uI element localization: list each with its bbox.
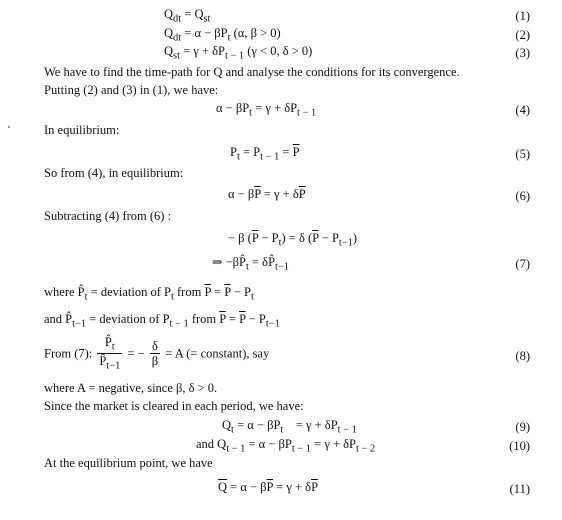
paragraph-at-equilibrium: At the equilibrium point, we have <box>44 456 213 470</box>
equation-number-3: (3) <box>515 46 530 60</box>
equation-8: From (7): $\frac{P̂_t}{P̂_{t-1}}$ = − $\frac{\delta}{\beta}$ = A (= constant), say <box>44 335 270 372</box>
paragraph-subtracting: Subtracting (4) from (6) : <box>44 209 172 223</box>
paragraph-since: Since the market is cleared in each period, we have: <box>44 399 304 413</box>
equation-number-10: (10) <box>509 439 530 453</box>
equation-1: $Q_{dt} = Q_{st}$ <box>164 7 211 25</box>
equation-number-11: (11) <box>509 482 530 496</box>
equation-7: ⇒ $-\beta P̂_t$ = $\delta P̂_{t-1}$ <box>212 255 289 273</box>
equation-number-8: (8) <box>515 349 530 363</box>
equation-11: $\overline{Q} = \alpha - \beta\overline{P} = \gamma + \delta\overline{P}$ <box>218 480 319 494</box>
equation-3: $Q_{st} = \gamma + \delta P_{t - 1}$ (γ < 0, δ > 0) <box>164 44 313 62</box>
equation-number-4: (4) <box>515 103 530 117</box>
definition-pt-hat: where $P̂_t$ = deviation of $P_t$ from $\overline{P} = \overline{P} - P_t$ <box>44 285 254 303</box>
paragraph-intro: We have to find the time-path for Q and analyse the conditions for its convergence. <box>44 65 460 79</box>
equation-2: $Q_{dt} = \alpha - \beta P_t$ (α, β > 0) <box>164 26 281 44</box>
equation-number-9: (9) <box>515 420 530 434</box>
equation-4: $\alpha - \beta P_t = \gamma + \delta P_{t - 1}$ <box>216 101 317 119</box>
equation-number-6: (6) <box>515 189 530 203</box>
equation-number-7: (7) <box>515 257 530 271</box>
ratio-delta-beta: $\frac{\delta}{\beta}$ <box>151 339 159 369</box>
equation-10: and $Q_{t - 1} = \alpha - \beta P_{t - 1} = \gamma + \delta P_{t - 2}$ <box>196 437 376 455</box>
equation-number-1: (1) <box>515 9 530 23</box>
equation-7a: − β $(\overline{P} - P_t) = \delta$ $(\overline{P} - P_{t-1})$ <box>228 231 358 249</box>
paragraph-where-a: where A = negative, since β, δ > 0. <box>44 381 218 395</box>
equation-5: $P_t = P_{t - 1} = \overline{P}$ <box>230 145 300 163</box>
paragraph-putting: Putting (2) and (3) in (1), we have: <box>44 83 219 97</box>
equation-number-2: (2) <box>515 28 530 42</box>
equation-9: $Q_t = \alpha - \beta P_t$ = $\gamma + \delta P_{t - 1}$ <box>222 418 357 436</box>
paragraph-so-from: So from (4), in equilibrium: <box>44 166 184 180</box>
equation-6: $\alpha - \beta\overline{P} = \gamma + \delta\overline{P}$ <box>228 187 306 201</box>
scan-speck <box>8 126 10 128</box>
equation-number-5: (5) <box>515 147 530 161</box>
label-from-7: From (7): <box>44 346 93 361</box>
definition-pt1-hat: and $P̂_{t-1}$ = deviation of $P_{t - 1}$ from $\overline{P} = \overline{P} - P_{t-1}$ <box>44 312 280 330</box>
ratio-p-hat: $\frac{P̂_t}{P̂_{t-1}}$ <box>99 335 121 372</box>
paragraph-in-equilibrium: In equilibrium: <box>44 123 120 137</box>
